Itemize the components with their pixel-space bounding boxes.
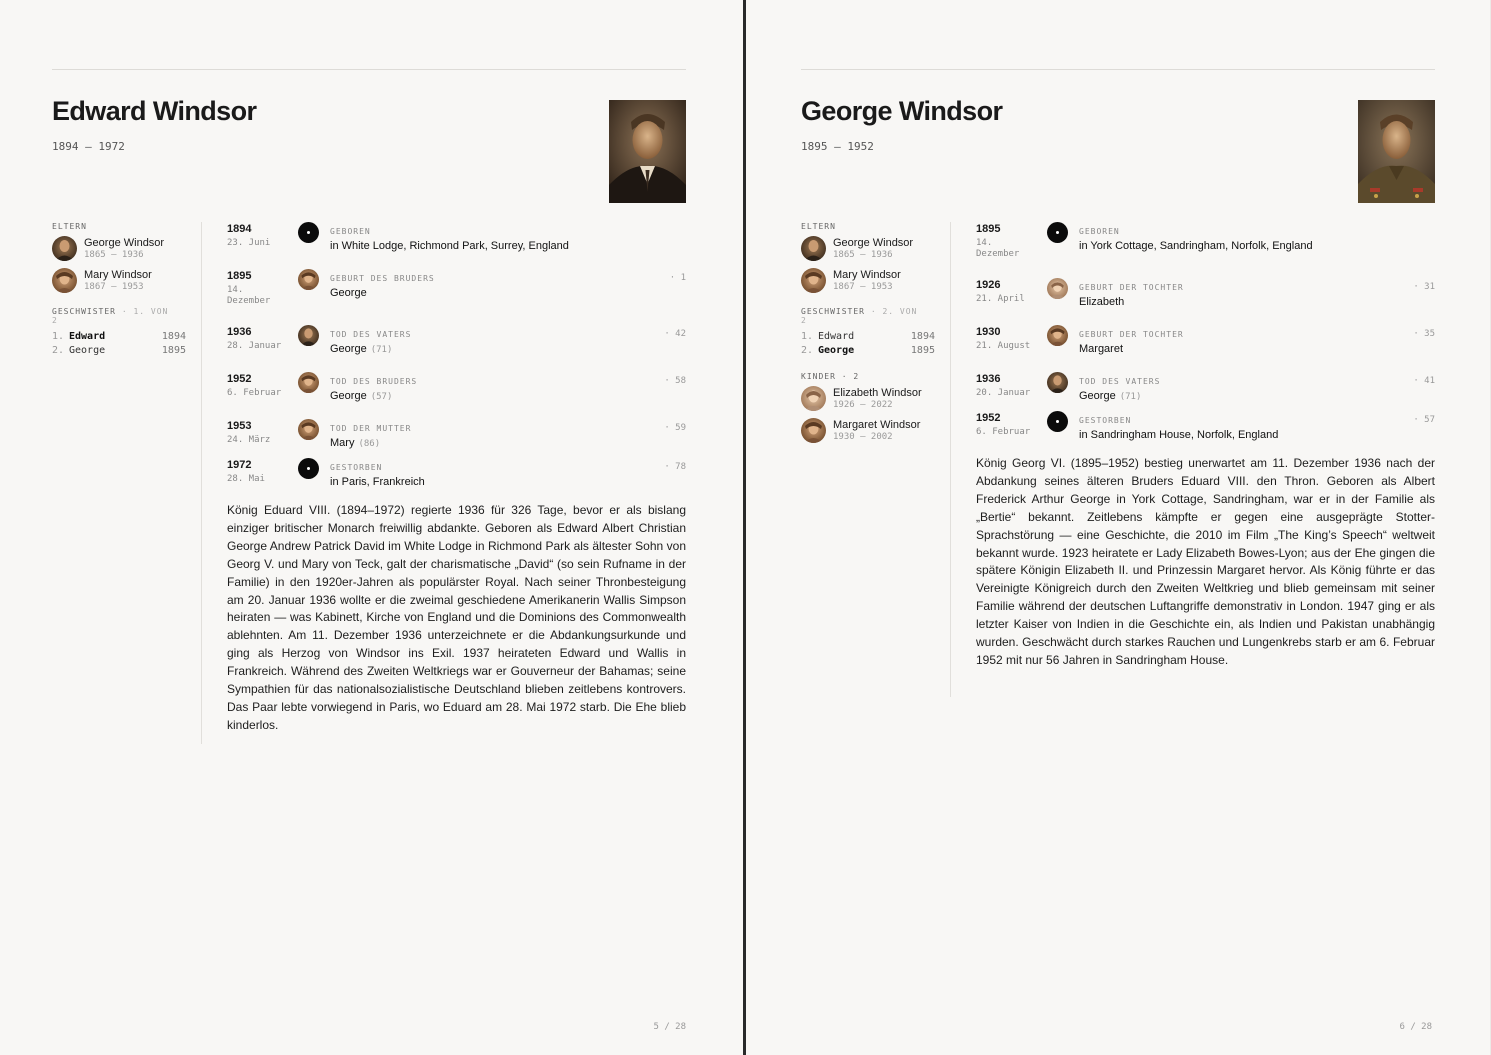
- family-sidebar: [52, 222, 202, 372]
- sibling-year: 1895: [910, 345, 935, 356]
- avatar: [52, 236, 77, 261]
- parents-label: ELTERN: [801, 222, 836, 231]
- event-text[interactable]: [330, 437, 380, 449]
- event-description: George: [330, 287, 367, 299]
- siblings-heading: GESCHWISTER: [801, 307, 865, 316]
- brother-portrait-icon: [298, 372, 319, 393]
- daughter-portrait-icon: [1047, 325, 1068, 346]
- sibling-name: George: [818, 345, 855, 356]
- event-age: · 58: [664, 376, 686, 386]
- event-date: 28. Januar: [227, 341, 282, 351]
- event-text[interactable]: [330, 343, 392, 355]
- father-portrait-icon: [298, 325, 319, 346]
- mother-portrait-icon: [298, 419, 319, 440]
- death-icon: [1047, 411, 1068, 432]
- family-sidebar: [801, 222, 951, 450]
- child-years: 1926 – 2022: [833, 399, 893, 410]
- event-text: [330, 240, 569, 252]
- sibling-year: 1894: [161, 331, 186, 342]
- event-kind: GEBOREN: [330, 227, 371, 236]
- event-age: · 78: [664, 462, 686, 472]
- avatar: [801, 268, 826, 293]
- avatar: [801, 418, 826, 443]
- birth-icon: [1047, 222, 1068, 243]
- siblings-count: 2: [801, 316, 807, 325]
- event-date: 6. Februar: [227, 388, 282, 398]
- event-text: [1079, 240, 1313, 252]
- parent-name: Mary Windsor: [833, 268, 901, 281]
- event-year: 1926: [976, 279, 1001, 291]
- parent-years: 1867 – 1953: [84, 281, 144, 292]
- siblings-list: [801, 330, 951, 358]
- event-text: [1079, 429, 1278, 441]
- event-description: Elizabeth: [1079, 296, 1125, 308]
- event-year: 1936: [976, 373, 1001, 385]
- portrait-photo: [609, 100, 686, 203]
- parents-label: ELTERN: [52, 222, 87, 231]
- father-portrait-icon: [1047, 372, 1068, 393]
- brother-portrait-icon: [298, 269, 319, 290]
- sibling-year: 1895: [161, 345, 186, 356]
- sibling-name: Edward: [69, 331, 106, 342]
- event-text: [330, 476, 425, 488]
- event-kind: TOD DES VATERS: [330, 330, 412, 339]
- event-kind: GEBURT DER TOCHTER: [1079, 283, 1184, 292]
- parent-mother[interactable]: [801, 268, 951, 293]
- event-age: · 42: [664, 329, 686, 339]
- child-name: Margaret Windsor: [833, 418, 921, 431]
- parent-years: 1865 – 1936: [84, 249, 144, 260]
- event-kind: GEBOREN: [1079, 227, 1120, 236]
- page-number: 6 / 28: [1399, 1022, 1432, 1032]
- sibling-year: 1894: [910, 331, 935, 342]
- children-heading: KINDER: [801, 372, 836, 381]
- birth-icon: [298, 222, 319, 243]
- event-description: in White Lodge, Richmond Park, Surrey, England: [330, 240, 569, 252]
- event-kind: TOD DES VATERS: [1079, 377, 1161, 386]
- event-kind: GESTORBEN: [330, 463, 383, 472]
- daughter-portrait-icon: [1047, 278, 1068, 299]
- parent-father[interactable]: [52, 236, 202, 261]
- page-george: [746, 0, 1490, 1055]
- sibling-name: Edward: [818, 331, 855, 342]
- parent-years: 1865 – 1936: [833, 249, 893, 260]
- event-year: 1895: [976, 223, 1001, 235]
- sibling-number: 2.: [801, 345, 814, 356]
- sibling-number: 1.: [801, 331, 814, 342]
- event-kind: GEBURT DER TOCHTER: [1079, 330, 1184, 339]
- life-years: 1894 – 1972: [52, 140, 125, 153]
- event-year: 1952: [227, 373, 252, 385]
- event-date: 6. Februar: [976, 427, 1031, 437]
- parent-name: George Windsor: [833, 236, 914, 249]
- event-year: 1894: [227, 223, 252, 235]
- death-icon: [298, 458, 319, 479]
- parent-mother[interactable]: [52, 268, 202, 293]
- life-years: 1895 – 1952: [801, 140, 874, 153]
- event-date: 24. März: [227, 435, 271, 445]
- child-name: Elizabeth Windsor: [833, 386, 922, 399]
- event-year: 1930: [976, 326, 1001, 338]
- event-age: · 41: [1413, 376, 1435, 386]
- siblings-heading: GESCHWISTER: [52, 307, 116, 316]
- event-text[interactable]: [330, 287, 367, 299]
- event-date: 21. August: [976, 341, 1031, 351]
- event-age: · 31: [1413, 282, 1435, 292]
- event-text[interactable]: [1079, 390, 1141, 402]
- sibling-row[interactable]: [52, 344, 186, 358]
- portrait-photo: [1358, 100, 1435, 203]
- event-text[interactable]: [1079, 343, 1123, 355]
- child-elizabeth[interactable]: [801, 386, 951, 411]
- event-age: · 1: [669, 273, 686, 283]
- event-description: in Paris, Frankreich: [330, 476, 425, 488]
- siblings-position: · 1. VON: [121, 307, 169, 316]
- event-year: 1953: [227, 420, 252, 432]
- event-date: 14. Dezember: [976, 238, 1020, 259]
- event-description: George: [330, 390, 367, 402]
- event-description: Mary: [330, 437, 355, 449]
- biography-text: König Georg VI. (1895–1952) bestieg unerwartet am 11. Dezember 1936 nach der Abdankung seines älteren Bruders Eduard VIII. den Thron. Geboren als Albert Frederick Arthur George in York Cottage, Sandringham, war er in der Familie als „Bertie“ bekannt. Zeitlebens kämpfte er gegen eine ausgeprägte Stotter-Sprachstörung — eine Geschichte, die 2010 im Film „The King’s Speech“ weltweit bekannt wurde. 1923 heiratete er Lady Elizabeth Bowes-Lyon; aus der Ehe gingen die spätere Königin Elizabeth II. und Prinzessin Margaret hervor. Als König führte er das Vereinigte Königreich durch den Zweiten Weltkrieg und blieb gemeinsam mit seiner Familie während der deutschen Luftangriffe demonstrativ in London. 1947 ging er als letzter Kaiser von Indien in die Geschichte ein, als Indien und Pakistan unabhängig wurden. Geschwächt durch starkes Rauchen und Lungenkrebs starb er am 6. Februar 1952 mit nur 56 Jahren in Sandringham House.: [976, 456, 1435, 667]
- child-years: 1930 – 2002: [833, 431, 893, 442]
- siblings-list: [52, 330, 202, 358]
- siblings-position: · 2. VON: [870, 307, 918, 316]
- sibling-number: 2.: [52, 345, 65, 356]
- event-person-age: (57): [370, 392, 393, 402]
- sibling-number: 1.: [52, 331, 65, 342]
- event-kind: TOD DES BRUDERS: [330, 377, 418, 386]
- person-name: George Windsor: [801, 96, 1003, 126]
- biography-text: König Eduard VIII. (1894–1972) regierte 1936 für 326 Tage, bevor er als bislang einziger britischer Monarch freiwillig abdankte. Geboren als Edward Albert Christian George Andrew Patrick David im White Lodge in Richmond Park als ältester Sohn von Georg V. und Mary von Teck, galt der charismatische „David“ (so sein Rufname in der Familie) in den 1920er-Jahren als populärster Royal. Nach seiner Thronbesteigung am 20. Januar 1936 wollte er die zweimal geschiedene Amerikanerin Wallis Simpson heiraten — was Kabinett, Kirche von England und die Dominions des Commonwealth ablehnten. Am 11. Dezember 1936 unterzeichnete er die Abdankungsurkunde und ging als Herzog von Windsor ins Exil. 1937 heirateten Edward und Wallis in Frankreich. Während des Zweiten Weltkriegs war er Gouverneur der Bahamas; seine Sympathien für das nationalsozialistische Deutschland blieben zeitlebens kontrovers. Das Paar lebte vorwiegend in Paris, wo Eduard am 28. Mai 1972 starb. Die Ehe blieb kinderlos.: [227, 503, 686, 732]
- event-description: in York Cottage, Sandringham, Norfolk, England: [1079, 240, 1313, 252]
- event-description: George: [1079, 390, 1116, 402]
- event-kind: TOD DER MUTTER: [330, 424, 412, 433]
- event-kind: GEBURT DES BRUDERS: [330, 274, 435, 283]
- event-text[interactable]: [1079, 296, 1124, 308]
- event-description: Margaret: [1079, 343, 1124, 355]
- event-date: 20. Januar: [976, 388, 1031, 398]
- children-label: [801, 372, 951, 381]
- siblings-label: [801, 307, 951, 325]
- event-text[interactable]: [330, 390, 392, 402]
- avatar: [801, 386, 826, 411]
- person-name: Edward Windsor: [52, 96, 257, 126]
- event-year: 1972: [227, 459, 252, 471]
- event-person-age: (71): [370, 345, 393, 355]
- event-year: 1895: [227, 270, 252, 282]
- event-age: · 35: [1413, 329, 1435, 339]
- child-margaret[interactable]: [801, 418, 951, 443]
- event-description: George: [330, 343, 367, 355]
- event-age: · 59: [664, 423, 686, 433]
- page-edward: [0, 0, 744, 1055]
- event-date: 21. April: [976, 294, 1025, 304]
- parent-years: 1867 – 1953: [833, 281, 893, 292]
- parent-name: George Windsor: [84, 236, 165, 249]
- children-count: · 2: [841, 372, 860, 381]
- event-date: 23. Juni: [227, 238, 271, 248]
- avatar: [52, 268, 77, 293]
- event-person-age: (86): [358, 439, 381, 449]
- event-year: 1952: [976, 412, 1001, 424]
- sibling-row[interactable]: [801, 330, 935, 344]
- sibling-row[interactable]: [801, 344, 935, 358]
- avatar: [801, 236, 826, 261]
- event-person-age: (71): [1119, 392, 1142, 402]
- event-age: · 57: [1413, 415, 1435, 425]
- sibling-name: George: [69, 345, 106, 356]
- siblings-label: [52, 307, 202, 325]
- event-kind: GESTORBEN: [1079, 416, 1132, 425]
- event-year: 1936: [227, 326, 252, 338]
- siblings-count: 2: [52, 316, 58, 325]
- event-description: in Sandringham House, Norfolk, England: [1079, 429, 1279, 441]
- event-date: 28. Mai: [227, 474, 265, 484]
- parent-father[interactable]: [801, 236, 951, 261]
- sibling-row[interactable]: [52, 330, 186, 344]
- page-number: 5 / 28: [653, 1022, 686, 1032]
- parent-name: Mary Windsor: [84, 268, 152, 281]
- event-date: 14. Dezember: [227, 285, 271, 306]
